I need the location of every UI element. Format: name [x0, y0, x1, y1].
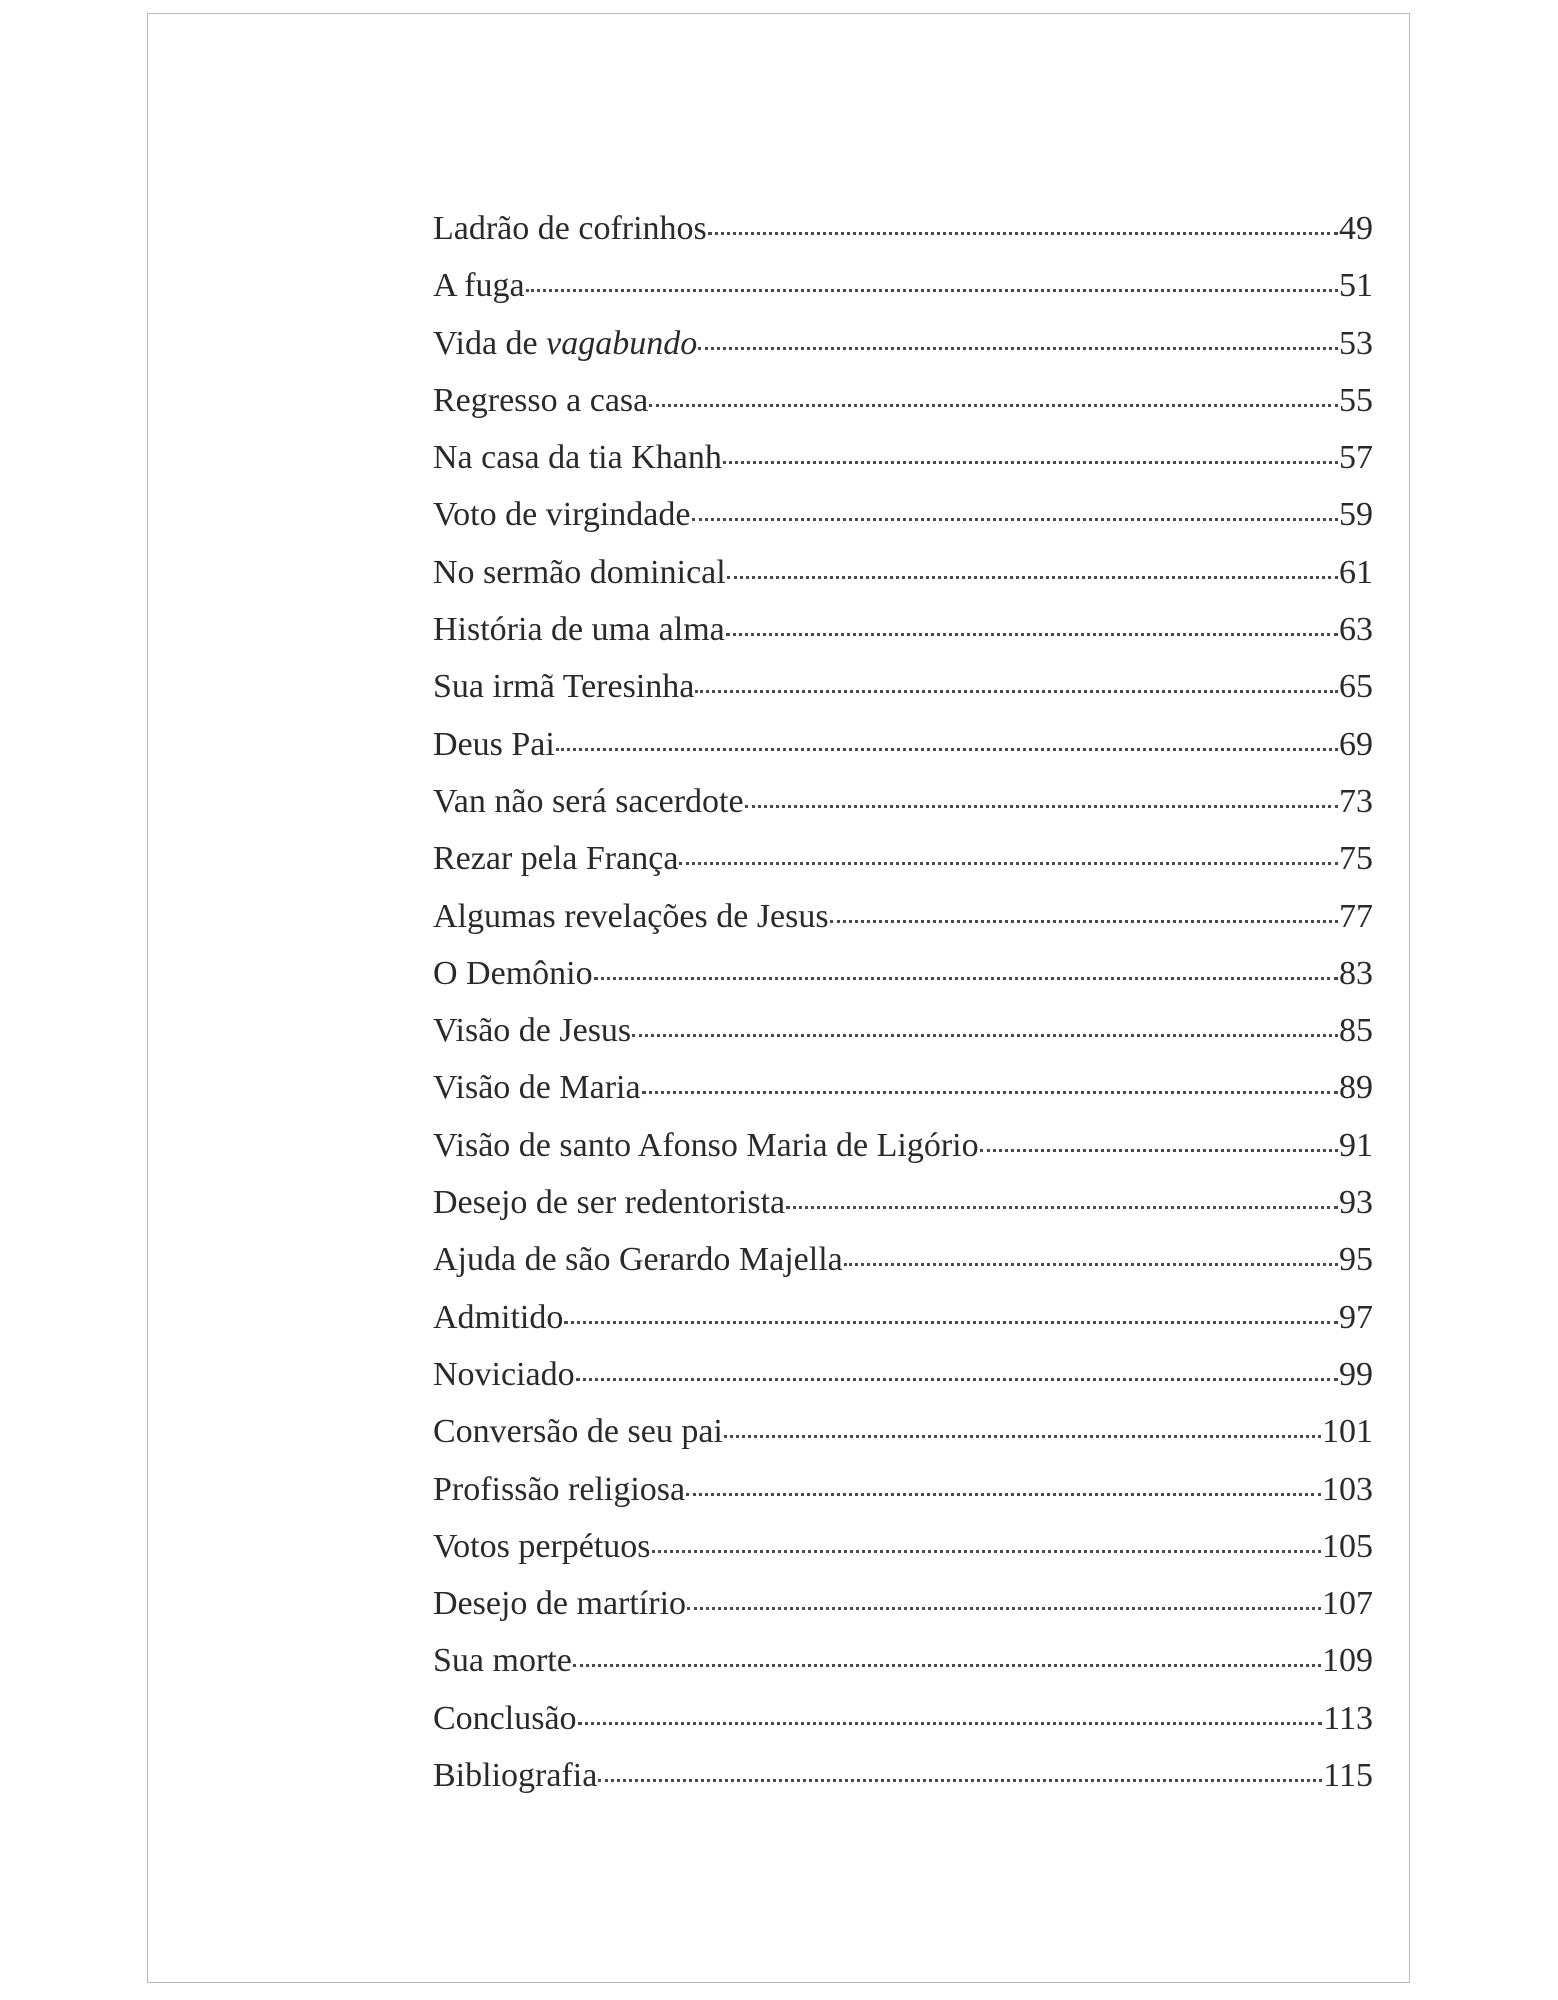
toc-entry-title [433, 325, 697, 363]
toc-entry [433, 1069, 1373, 1126]
dot-leader [578, 1722, 1323, 1725]
dot-leader [844, 1263, 1338, 1266]
toc-entry-title-text: História de uma alma [433, 611, 725, 649]
toc-entry [433, 1012, 1373, 1069]
toc-entry-page-number: 89 [1339, 1069, 1373, 1107]
toc-entry-page-number: 109 [1322, 1642, 1373, 1680]
toc-entry-title-text: O Demônio [433, 954, 593, 992]
toc-entry-title [433, 840, 678, 878]
toc-entry-title-text: Desejo de ser redentorista [433, 1184, 786, 1222]
toc-entry-title [433, 1299, 563, 1337]
toc-entry-page-number: 103 [1322, 1470, 1373, 1508]
toc-entry-title-text: Admitido [433, 1298, 564, 1336]
toc-entry [433, 210, 1373, 267]
dot-leader [724, 1435, 1321, 1438]
toc-entry [433, 496, 1373, 553]
toc-entry-page-number: 99 [1339, 1355, 1373, 1393]
toc-entry-title [433, 1471, 685, 1509]
toc-entry-page-number: 51 [1339, 267, 1373, 305]
toc-entry-page-number: 73 [1339, 782, 1373, 820]
toc-entry-title-text: Ajuda de são Gerardo Majella [433, 1241, 843, 1279]
dot-leader [708, 232, 1338, 235]
dot-leader [526, 289, 1338, 292]
toc-entry-page-number: 53 [1339, 324, 1373, 362]
toc-entry-page-number: 83 [1339, 954, 1373, 992]
toc-entry-title [433, 726, 555, 764]
toc-entry [433, 783, 1373, 840]
dot-leader [564, 1321, 1338, 1324]
toc-entry-title [433, 955, 593, 993]
toc-entry-title [433, 267, 525, 305]
dot-leader [598, 1779, 1322, 1782]
toc-entry-page-number: 57 [1339, 439, 1373, 477]
toc-entry-page-number: 55 [1339, 381, 1373, 419]
toc-entry-title-text: Voto de virgindade [433, 496, 691, 534]
toc-entry-title [433, 1127, 979, 1165]
toc-entry-page-number: 101 [1322, 1413, 1373, 1451]
toc-entry-title [433, 611, 725, 649]
toc-entry-title-text: Regresso a casa [433, 381, 649, 419]
dot-leader [692, 518, 1339, 521]
toc-entry [433, 1241, 1373, 1298]
toc-entry-title-text: Algumas revelações de Jesus [433, 897, 829, 935]
toc-entry-title [433, 1642, 572, 1680]
dot-leader [642, 1091, 1338, 1094]
toc-entry-page-number: 107 [1322, 1585, 1373, 1623]
toc-entry-title [433, 1069, 641, 1107]
toc-entry-title-text: Van não será sacerdote [433, 782, 744, 820]
table-of-contents [433, 210, 1373, 1814]
toc-entry-title [433, 496, 691, 534]
toc-entry [433, 840, 1373, 897]
toc-entry-title-text: Votos perpétuos [433, 1527, 651, 1565]
toc-entry [433, 955, 1373, 1012]
toc-entry-title [433, 210, 707, 248]
toc-entry [433, 554, 1373, 611]
toc-entry-title [433, 783, 744, 821]
dot-leader [576, 1378, 1338, 1381]
toc-entry-title [433, 1241, 843, 1279]
toc-entry-title [433, 668, 694, 706]
toc-entry-page-number: 85 [1339, 1012, 1373, 1050]
toc-entry-page-number: 69 [1339, 725, 1373, 763]
dot-leader [695, 690, 1338, 693]
toc-entry-title [433, 898, 829, 936]
toc-entry-page-number: 95 [1339, 1241, 1373, 1279]
toc-entry-title [433, 1757, 597, 1795]
toc-entry [433, 1471, 1373, 1528]
toc-entry-title-text: Desejo de martírio [433, 1585, 687, 1623]
toc-entry [433, 1700, 1373, 1757]
toc-entry [433, 1413, 1373, 1470]
dot-leader [726, 633, 1338, 636]
dot-leader [652, 1550, 1321, 1553]
toc-entry [433, 726, 1373, 783]
toc-entry-page-number: 91 [1339, 1126, 1373, 1164]
toc-entry-title-text: Profissão religiosa [433, 1470, 686, 1508]
toc-entry [433, 1356, 1373, 1413]
toc-entry-title-text: A fuga [433, 267, 525, 305]
dot-leader [649, 404, 1338, 407]
book-page [147, 13, 1410, 1983]
dot-leader [723, 461, 1338, 464]
toc-entry-title-text: Visão de Maria [433, 1069, 641, 1107]
toc-entry-page-number: 93 [1339, 1184, 1373, 1222]
toc-entry-title [433, 554, 726, 592]
toc-entry [433, 611, 1373, 668]
toc-entry-title [433, 1012, 631, 1050]
dot-leader [632, 1034, 1338, 1037]
toc-entry [433, 1528, 1373, 1585]
toc-entry-title [433, 1356, 575, 1394]
dot-leader [786, 1206, 1338, 1209]
dot-leader [594, 977, 1338, 980]
toc-entry [433, 1642, 1373, 1699]
toc-entry [433, 1585, 1373, 1642]
toc-entry-title-text: Visão de santo Afonso Maria de Ligório [433, 1126, 979, 1164]
toc-entry-page-number: 61 [1339, 553, 1373, 591]
toc-entry-title-text: No sermão dominical [433, 553, 726, 591]
dot-leader [698, 347, 1338, 350]
toc-entry-title [433, 1528, 651, 1566]
toc-entry-title-text: Vida de [433, 324, 547, 362]
toc-entry [433, 898, 1373, 955]
dot-leader [727, 576, 1338, 579]
toc-entry [433, 439, 1373, 496]
toc-entry-page-number: 49 [1339, 210, 1373, 247]
toc-entry-title [433, 1413, 723, 1451]
toc-entry-title-text: Visão de Jesus [433, 1012, 632, 1050]
dot-leader [980, 1149, 1338, 1152]
dot-leader [679, 862, 1338, 865]
toc-entry-title-text: Na casa da tia Khanh [433, 439, 722, 477]
toc-entry-title-text: Conversão de seu pai [433, 1413, 723, 1451]
toc-entry-title [433, 1700, 577, 1738]
toc-entry-page-number: 77 [1339, 897, 1373, 935]
toc-entry-page-number: 59 [1339, 496, 1373, 534]
dot-leader [686, 1493, 1321, 1496]
toc-entry [433, 1299, 1373, 1356]
dot-leader [556, 748, 1338, 751]
toc-entry-page-number: 113 [1323, 1699, 1373, 1737]
dot-leader [745, 805, 1338, 808]
toc-entry-title [433, 439, 722, 477]
toc-entry [433, 325, 1373, 382]
dot-leader [573, 1664, 1321, 1667]
dot-leader [830, 920, 1338, 923]
toc-entry [433, 267, 1373, 324]
toc-entry-title-text: Sua morte [433, 1642, 572, 1680]
toc-entry-title-text: Ladrão de cofrinhos [433, 210, 707, 247]
toc-entry-title [433, 382, 648, 420]
toc-entry [433, 1757, 1373, 1814]
toc-entry-title [433, 1184, 785, 1222]
toc-entry-title-text: Noviciado [433, 1355, 575, 1393]
toc-entry [433, 1127, 1373, 1184]
toc-entry [433, 668, 1373, 725]
toc-entry-title-text: Rezar pela França [433, 840, 679, 878]
toc-entry-page-number: 97 [1339, 1298, 1373, 1336]
toc-entry-page-number: 63 [1339, 611, 1373, 649]
toc-entry-title-text: Bibliografia [433, 1757, 598, 1795]
toc-entry-title-text: Deus Pai [433, 725, 555, 763]
toc-entry-title-italic: vagabundo [546, 324, 698, 362]
toc-entry [433, 382, 1373, 439]
toc-entry [433, 1184, 1373, 1241]
toc-entry-page-number: 105 [1322, 1527, 1373, 1565]
toc-entry-title-text: Sua irmã Teresinha [433, 668, 695, 706]
toc-entry-page-number: 65 [1339, 668, 1373, 706]
dot-leader [687, 1607, 1321, 1610]
toc-entry-page-number: 115 [1323, 1757, 1373, 1795]
toc-entry-title-text: Conclusão [433, 1699, 577, 1737]
toc-entry-page-number: 75 [1339, 840, 1373, 878]
toc-entry-title [433, 1585, 686, 1623]
